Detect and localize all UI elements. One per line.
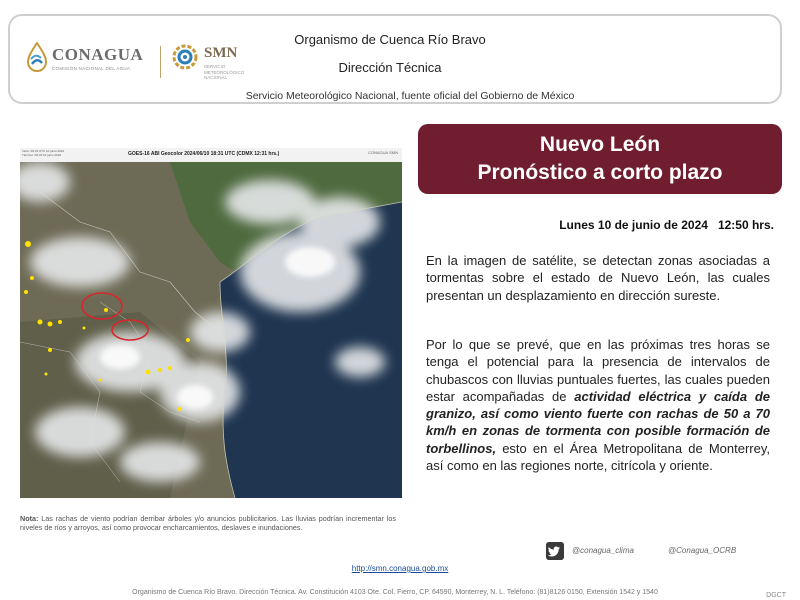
satellite-title-bar xyxy=(20,148,402,162)
note-label: Nota: xyxy=(20,514,39,523)
paragraph-satellite: En la imagen de satélite, se detectan zonas asociadas a tormentas sobre el estado de Nuevo León, las cuales presentan un desplazamiento en dirección sureste. xyxy=(426,253,770,303)
banner-state: Nuevo León xyxy=(539,133,661,156)
forecast-part2: esto en el Área Metropolitana de Monterrey, así como en las regiones norte, citrícola y oriente. xyxy=(426,440,770,474)
corner-code: DGCT xyxy=(766,592,786,599)
footer-address: Organismo de Cuenca Río Bravo. Dirección Técnica. Av. Constitución 4103 Ote. Col. Fierro, CP. 64590, Monterrey, N. L. Teléfono: (81)8126 0150, Extensión 1542 y 1540 xyxy=(132,589,658,596)
conagua-logo xyxy=(26,42,156,82)
conagua-logo-subtitle: COMISIÓN NACIONAL DEL AGUA xyxy=(52,66,131,71)
satellite-map xyxy=(20,162,402,498)
social-handle-ocrb[interactable]: @Conagua_OCRB xyxy=(668,546,737,555)
conagua-drop-icon xyxy=(26,42,48,72)
satellite-logos: CONAGUA SMN xyxy=(367,150,398,155)
date-day: Lunes 10 de junio de 2024 xyxy=(559,218,708,232)
header-direction: Dirección Técnica xyxy=(338,60,442,75)
forecast-part1: Por lo que se prevé, que en las próximas tres horas se tenga el potencial para la presencia de intervalos de chubascos con lluvias puntuales fuertes, las cuales pueden estar acompañadas de xyxy=(426,337,770,404)
forecast-emphasis: actividad eléctrica y caída de granizo, así como viento fuerte con rachas de 50 a 70 km/h en zonas de tormenta con posible formación de torbellinos, xyxy=(426,388,770,456)
paragraph-forecast xyxy=(426,336,770,474)
header-organism: Organismo de Cuenca Río Bravo xyxy=(294,32,486,47)
date-time: 12:50 hrs. xyxy=(717,218,774,232)
header-box xyxy=(8,14,782,104)
twitter-icon[interactable] xyxy=(546,542,564,560)
header-service: Servicio Meteorológico Nacional, fuente oficial del Gobierno de México xyxy=(245,90,575,102)
satellite-title: GOES-16 ABI Geocolor 2024/06/10 18:31 UTC (CDMX 12:31 hrs.) xyxy=(128,151,280,157)
note-body: Las rachas de viento podrían derribar árboles y/o anuncios publicitarios. Las lluvias podrían incrementar los niveles de ríos y arroyos, así como provocar encharcamientos, deslaves e inundaciones. xyxy=(20,514,396,532)
smn-url-link[interactable]: http://smn.conagua.gob.mx xyxy=(351,564,449,573)
logo-divider xyxy=(160,46,161,78)
date-line xyxy=(418,218,774,232)
satellite-corner-text: Inicio: 06:31 UTC 10 junio 2024 Término: 06:31 10 junio 2024 xyxy=(22,149,65,157)
conagua-logo-text: CONAGUA xyxy=(52,45,144,64)
smn-gear-icon xyxy=(170,42,200,72)
title-banner xyxy=(418,124,782,194)
smn-logo-subtitle: SERVICIO METEOROLÓGICO NACIONAL xyxy=(204,64,245,80)
social-handle-clima[interactable]: @conagua_clima xyxy=(572,546,634,555)
satellite-image xyxy=(20,148,402,498)
note-text xyxy=(20,514,396,532)
smn-logo-text: SMN xyxy=(204,45,238,61)
banner-subtitle: Pronóstico a corto plazo xyxy=(477,161,723,184)
